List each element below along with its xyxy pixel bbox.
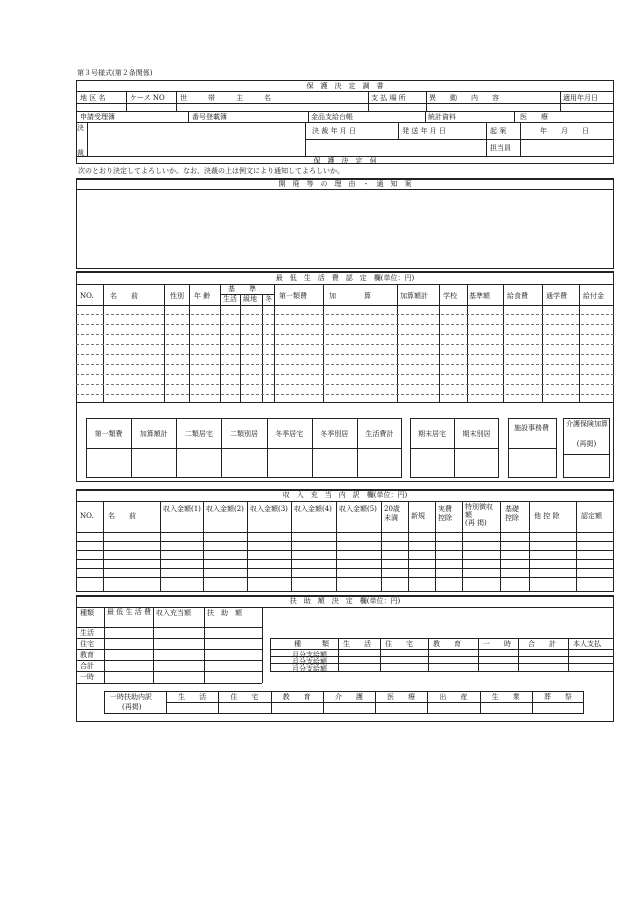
hdr-iryo: 医 療	[520, 113, 548, 121]
divider	[76, 660, 262, 661]
inc-col-saikei: (再 掲)	[465, 519, 487, 527]
inc-col-2: 収入金額(2)	[206, 505, 244, 513]
form-title: 保 護 決 定 調 書	[306, 82, 384, 90]
col-kijungaku: 基準額	[469, 292, 490, 300]
ichiji-col-label: 介 護	[334, 693, 363, 701]
summary-col-label: 第一類費	[94, 430, 123, 438]
col-kijun-fuyu: 冬	[265, 295, 272, 303]
hdr-chiku: 地 区 名	[80, 94, 106, 102]
divider	[131, 418, 132, 478]
divider	[478, 638, 479, 672]
fujo-row-seikatsu: 生活	[80, 629, 94, 637]
min-living-heading: 最 低 生 活 費 認 定 欄(単位：円)	[275, 274, 415, 282]
ichiji-sub: (再掲)	[122, 703, 142, 711]
fujo-col-saitei: 最 低 生 活 費	[107, 608, 151, 616]
ichiji-col-label: 葬 祭	[543, 693, 572, 701]
row-line	[76, 334, 614, 335]
inc-col-4: 収入金額(4)	[294, 505, 332, 513]
row-line	[76, 384, 614, 385]
divider	[576, 501, 577, 592]
divider	[126, 91, 127, 111]
summary-col-label: 冬季居宅	[275, 430, 304, 438]
col-kasankei: 加算額計	[400, 292, 428, 300]
fujo-col-shurui: 種類	[80, 609, 94, 617]
row-line	[76, 374, 614, 375]
divider	[87, 122, 88, 156]
kian-date: 年 月 日	[540, 127, 589, 135]
kettei-text: 次のとおり決定してよろしいか。なお、決裁の上は例文により通知してよろしいか。	[78, 167, 344, 175]
divider	[103, 501, 104, 592]
divider	[368, 91, 369, 111]
col-gakko: 学校	[443, 292, 457, 300]
row-line	[76, 354, 614, 355]
col-kyufu: 給付金	[583, 292, 604, 300]
sk-col-seikatsu: 生 活	[343, 640, 371, 648]
fujo-row-kyoiku: 教育	[80, 651, 94, 659]
summary-col-label: 加算額計	[139, 430, 168, 438]
tanto-label: 担当員	[490, 144, 511, 152]
divider	[188, 111, 189, 122]
sk-row-1: 月分支給額	[292, 651, 327, 659]
sk-col-kyoiku: 教 育	[433, 640, 461, 648]
inc-col-nintei: 認定額	[581, 512, 602, 520]
divider	[560, 91, 561, 111]
divider	[203, 501, 204, 592]
divider	[76, 103, 614, 104]
divider	[76, 607, 614, 608]
divider	[508, 448, 557, 449]
divider	[76, 671, 262, 672]
summary-col-label: 二類別居	[229, 430, 258, 438]
row-line	[76, 559, 614, 560]
divider	[86, 448, 402, 449]
ichiji-col-label: 教 育	[282, 693, 311, 701]
fujo-row-ichiji: 一時	[80, 673, 94, 681]
divider	[462, 501, 463, 592]
divider	[76, 284, 614, 285]
ichiji-col-label: 出 産	[439, 693, 468, 701]
sai-label: 裁	[77, 149, 84, 157]
summary-col-label: 二類居宅	[184, 430, 213, 438]
inc-col-20: 20歳未満	[384, 505, 400, 522]
row-line	[76, 541, 614, 542]
inc-col-no: NO.	[80, 512, 94, 520]
row-line	[270, 656, 614, 657]
divider	[336, 501, 337, 592]
row-line	[76, 394, 614, 395]
divider	[381, 501, 382, 592]
divider	[220, 294, 274, 295]
hasso-date: 発 送 年 月 日	[402, 127, 446, 135]
hdr-ido: 異 動 内 容	[429, 94, 499, 102]
reason-heading: 開 廃 等 の 理 由 ・ 通 知 案	[278, 180, 412, 188]
hdr-bango: 番号登載簿	[192, 113, 227, 121]
shisetsu-label: 施設事務費	[514, 424, 549, 432]
sum-kimatsu-kyotaku: 期末居宅	[418, 430, 446, 438]
divider	[262, 607, 263, 683]
divider	[240, 294, 241, 402]
divider	[425, 111, 426, 122]
sk-col-honnin: 本人支払	[573, 640, 601, 648]
inc-col-ta: 他 控 除	[534, 512, 560, 520]
kessai-date: 決 裁 年 月 日	[312, 127, 356, 135]
sum-kimatsu-bekkyo: 期末別居	[462, 430, 491, 438]
ichiji-col-label: 生 活	[178, 693, 207, 701]
divider	[76, 122, 614, 123]
divider	[563, 454, 610, 455]
col-kijun: 基 準	[228, 285, 256, 293]
row-line	[76, 314, 614, 315]
divider	[357, 418, 358, 478]
kian-label: 起 案	[490, 127, 507, 135]
sk-row-2: 月分支給額	[292, 658, 327, 666]
fujo-row-jutaku: 住宅	[80, 640, 94, 648]
col-kasan: 加 算	[329, 292, 371, 300]
kaigo-sub: (再掲)	[576, 440, 597, 448]
divider	[221, 418, 222, 478]
row-line	[76, 568, 614, 569]
col-kyushoku: 給食費	[507, 292, 528, 300]
sk-col-ichiji: 一 時	[483, 640, 511, 648]
ichiji-col-label: 住 宅	[230, 693, 259, 701]
divider	[338, 638, 339, 672]
divider	[568, 638, 569, 672]
divider	[76, 638, 262, 639]
row-line	[270, 663, 614, 664]
sk-col-shurui: 種 類	[294, 640, 329, 648]
row-line	[76, 364, 614, 365]
divider	[398, 122, 399, 139]
divider	[176, 91, 177, 111]
ichiji-label: 一時扶助内訳	[110, 693, 152, 701]
hdr-tekiyo: 適用年月日	[563, 94, 598, 102]
kessai-label: 決	[77, 124, 84, 132]
col-sex: 性別	[170, 292, 184, 300]
divider	[76, 627, 262, 628]
hdr-tokei: 統計資料	[428, 113, 456, 121]
divider	[426, 91, 427, 111]
divider	[514, 111, 515, 122]
divider	[76, 189, 614, 190]
hdr-kinpin: 金品支給台帳	[311, 113, 353, 121]
kettei-heading: 保 護 決 定 伺	[313, 157, 377, 165]
inc-col-name: 名 前	[108, 512, 136, 520]
col-kijun-kyuchi: 級地	[243, 295, 257, 303]
divider	[76, 91, 614, 92]
row-line	[76, 344, 614, 345]
inc-col-tokubetsu: 特別徴収額	[465, 503, 493, 519]
divider	[76, 501, 614, 502]
divider	[500, 501, 501, 592]
divider	[176, 418, 177, 478]
divider	[308, 111, 309, 122]
income-heading: 収 入 充 当 内 訳 欄(単位：円)	[282, 491, 408, 499]
hdr-shinsei: 申請受理簿	[80, 113, 115, 121]
inc-col-shinki: 新規	[411, 512, 425, 520]
ichiji-col-label: 生 業	[491, 693, 520, 701]
col-dai1: 第一類費	[279, 292, 307, 300]
summary-col-label: 生活費計	[365, 430, 394, 438]
divider	[408, 501, 409, 592]
fujo-col-shunyu: 収入充当額	[156, 609, 191, 617]
inc-col-kiso: 基礎控除	[505, 505, 519, 522]
col-name: 名 前	[110, 292, 138, 300]
divider	[160, 501, 161, 592]
col-no: NO.	[80, 292, 94, 300]
fujo-row-gokei: 合計	[80, 662, 94, 670]
divider	[435, 501, 436, 592]
sk-col-gokei: 合 計	[528, 640, 556, 648]
row-line	[76, 550, 614, 551]
divider	[76, 532, 614, 533]
row-line	[76, 324, 614, 325]
kaigo-label: 介護保険加算	[566, 420, 608, 428]
fujo-col-fujo: 扶 助 額	[207, 609, 242, 617]
inc-col-1: 収入金額(1)	[163, 505, 201, 513]
divider	[76, 649, 262, 650]
divider	[454, 418, 455, 478]
hdr-setainushi: 世 帯 主 名	[180, 94, 271, 102]
divider	[76, 402, 614, 403]
ichiji-col-label: 医 療	[387, 693, 416, 701]
divider	[262, 294, 263, 402]
form-label: 第３号様式(第２条関係)	[77, 69, 153, 77]
inc-col-3: 収入金額(3)	[250, 505, 288, 513]
divider	[305, 139, 614, 140]
divider	[380, 638, 381, 672]
divider	[529, 501, 530, 592]
divider	[247, 501, 248, 592]
divider	[428, 638, 429, 672]
col-tsugaku: 通学費	[546, 292, 567, 300]
divider	[518, 638, 519, 672]
divider	[267, 418, 268, 478]
inc-col-5: 収入金額(5)	[339, 505, 377, 513]
fujo-heading: 扶 助 額 決 定 欄(単位：円)	[289, 597, 401, 605]
divider	[270, 649, 614, 650]
sk-col-jutaku: 住 宅	[385, 640, 413, 648]
sk-row-3: 月分支給額	[292, 665, 327, 673]
divider	[76, 683, 262, 684]
divider	[312, 418, 313, 478]
col-age: 年 齢	[194, 292, 211, 300]
inc-col-jippi: 実費控除	[438, 505, 452, 522]
hdr-shiharai: 支 払 場 所	[371, 94, 406, 102]
divider	[76, 305, 614, 306]
reason-block	[76, 178, 614, 269]
divider	[291, 501, 292, 592]
hdr-case-no: ケース NO	[130, 94, 165, 102]
summary-col-label: 冬季別居	[320, 430, 349, 438]
row-line	[76, 577, 614, 578]
col-kijun-seikatsu: 生活	[223, 295, 237, 303]
divider	[76, 111, 614, 112]
